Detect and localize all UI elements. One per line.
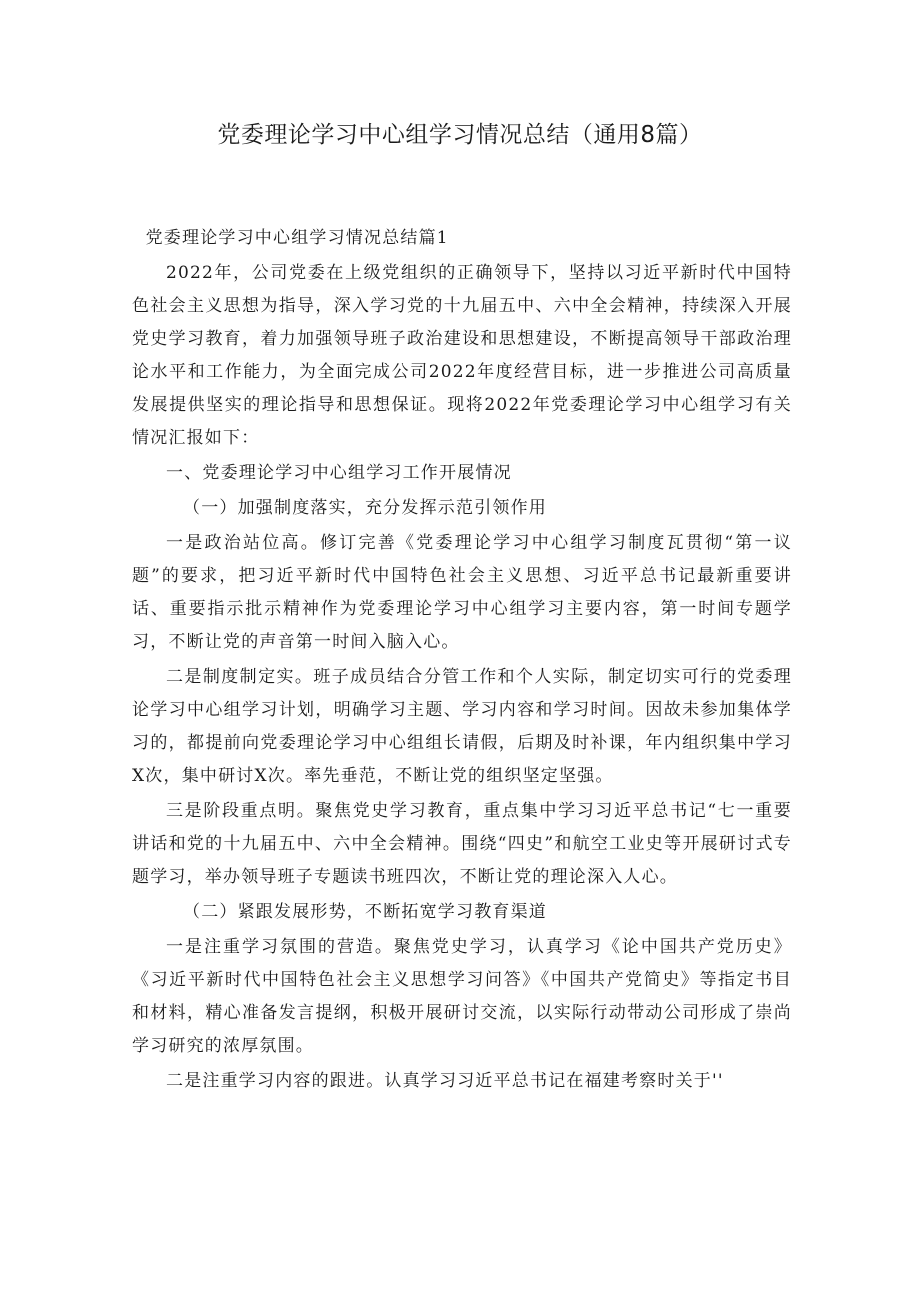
paragraph-system-formulation: 二是制度制定实。班子成员结合分管工作和个人实际，制定切实可行的党委理论学习中心组学习计划，明确学习主题、学习内容和学习时间。因故未参加集体学习的，都提前向党委理论学习中心组组长请假，后期及时补课，年内组织集中学习X次，集中研讨X次。率先垂范，不断让党的组织坚定坚强。 [132, 667, 792, 786]
subheading-two: （二）紧跟发展形势，不断拓宽学习教育渠道 [183, 902, 547, 922]
paragraph-political-stance: 一是政治站位高。修订完善《党委理论学习中心组学习制度瓦贯彻“第一议题”的要求，把习近平新时代中国特色社会主义思想、习近平总书记最新重要讲话、重要指示批示精神作为党委理论学习中心组学习主要内容，第一时间专题学习，不断让党的声音第一时间入脑入心。 [132, 533, 792, 652]
paragraph-learning-atmosphere: 一是注重学习氛围的营造。聚焦党史学习，认真学习《论中国共产党历史》《习近平新时代中国特色社会主义思想学习问答》《中国共产党简史》等指定书目和材料，精心准备发言提纲，积极开展研讨交流，以实际行动带动公司形成了崇尚学习研究的浓厚氛围。 [132, 937, 792, 1056]
document-title: 党委理论学习中心组学习情况总结（通用8篇） [217, 122, 703, 148]
paragraph-stage-focus: 三是阶段重点明。聚焦党史学习教育，重点集中学习习近平总书记“七一重要讲话和党的十九届五中、六中全会精神。围绕“四史”和航空工业史等开展研讨式专题学习，举办领导班子专题读书班四次，不断让党的理论深入人心。 [132, 801, 792, 887]
document-body [132, 222, 792, 1100]
subheading-one: （一）加强制度落实，充分发挥示范引领作用 [183, 498, 547, 518]
section-heading: 党委理论学习中心组学习情况总结篇1 [145, 228, 449, 248]
paragraph-intro: 2022年，公司党委在上级党组织的正确领导下，坚持以习近平新时代中国特色社会主义思想为指导，深入学习党的十九届五中、六中全会精神，持续深入开展党史学习教育，着力加强领导班子政治建设和思想建设，不断提高领导干部政治理论水平和工作能力，为全面完成公司2022年度经营目标，进一步推进公司高质量发展提供坚实的理论指导和思想保证。现将2022年党委理论学习中心组学习有关情况汇报如下： [132, 263, 792, 448]
heading-part-one: 一、党委理论学习中心组学习工作开展情况 [166, 463, 512, 483]
paragraph-learning-content: 二是注重学习内容的跟进。认真学习习近平总书记在福建考察时关于'' [166, 1071, 724, 1091]
